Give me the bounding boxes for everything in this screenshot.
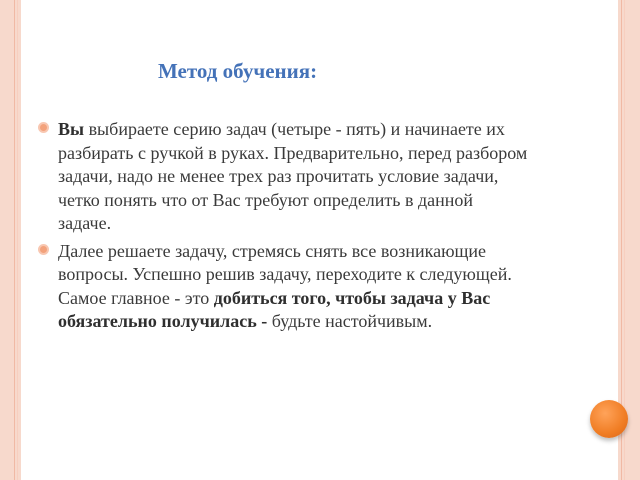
bullet-text: Далее решаете задачу, стремясь снять все возникающие вопросы. Успешно решив задачу, переходите к следующей. Самое главное - это xyxy=(58,240,512,308)
bullet-dot-icon xyxy=(38,244,49,255)
left-border-stripe xyxy=(17,0,18,480)
bullet-item xyxy=(38,118,528,236)
orange-circle-decoration xyxy=(590,400,628,438)
bullet-text-end: будьте настойчивым. xyxy=(267,311,433,331)
bullet-lead-bold: Вы xyxy=(58,119,85,139)
bullet-dot-icon xyxy=(38,122,49,133)
slide xyxy=(21,0,618,480)
slide-title: Метод обучения: xyxy=(158,59,318,83)
bullet-item xyxy=(38,240,528,334)
bullet-bold-text: добиться того, чтобы задача у Вас обязательно получилась - xyxy=(58,287,491,331)
bullet-text: выбираете серию задач (четыре - пять) и начинаете их разбирать с ручкой в руках. Предварительно, перед разбором задачи, надо не менее трех раз прочитать условие задачи, четко понять что от Вас требуют определить в данной задаче. xyxy=(58,119,528,233)
left-border-stripe xyxy=(14,0,15,480)
bullet-list xyxy=(38,118,528,338)
